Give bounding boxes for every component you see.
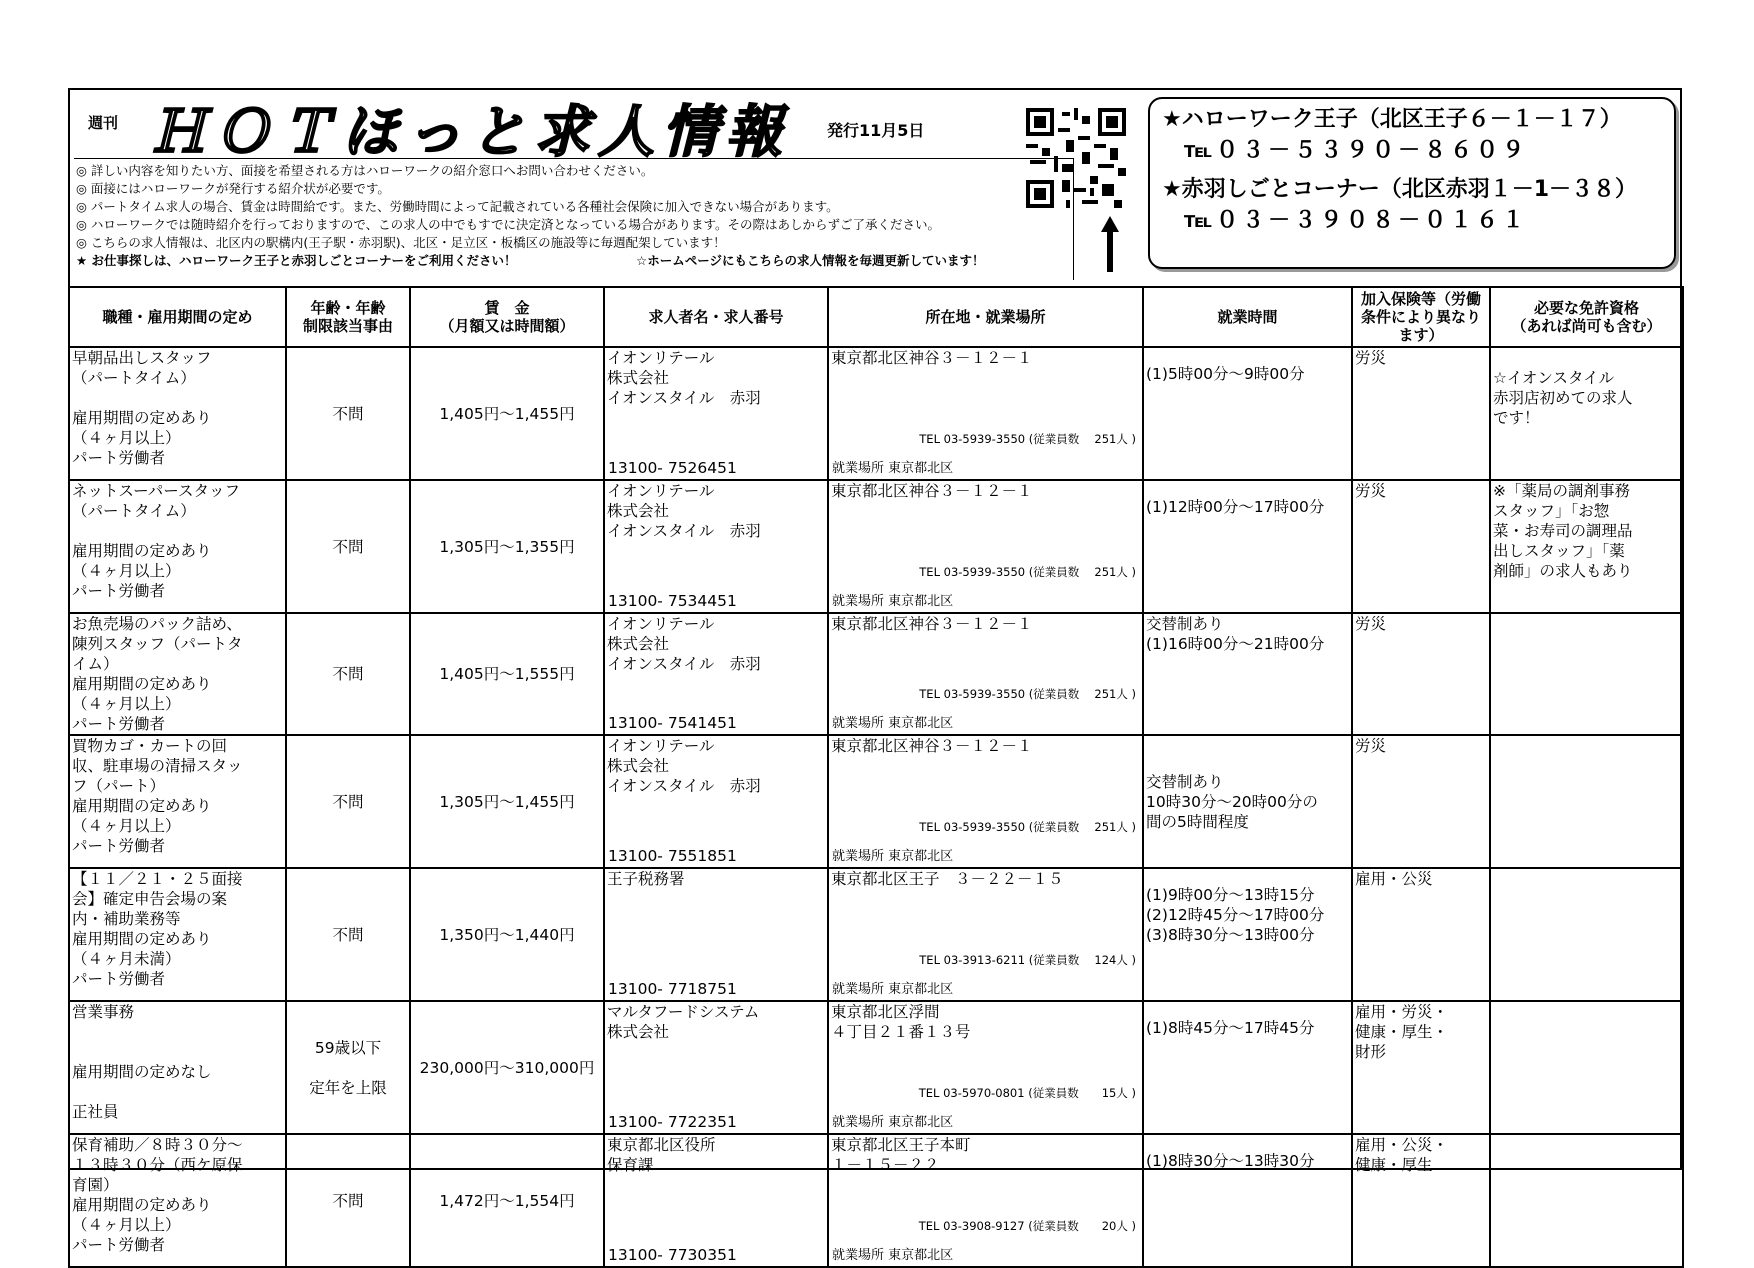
notice-right: ☆ホームページにもこちらの求人情報を毎週更新しています！ <box>636 253 985 268</box>
address: 東京都北区王子 ３－２２－１５ <box>831 870 1064 888</box>
office-name-akabane: ★赤羽しごとコーナー（北区赤羽１－1－３８） <box>1162 177 1638 202</box>
job-title: 保育補助／８時３０分～ １３時３０分（西ケ原保 育園） 雇用期間の定めあり （４ヶ月以上） パート労働者 <box>69 1134 286 1267</box>
license: ☆イオンスタイル 赤羽店初めての求人 です！ <box>1490 347 1683 480</box>
job-number[interactable]: 13100- 7526451 <box>608 459 737 477</box>
address: 東京都北区浮間 ４丁目２１番１３号 <box>831 1003 971 1041</box>
page-title: ＨＯＴほっと求人情報 <box>150 100 790 165</box>
job-listing-table <box>68 286 1684 1268</box>
license <box>1490 735 1683 868</box>
employer-cell <box>604 347 828 480</box>
insurance: 雇用・労災・ 健康・厚生・ 財形 <box>1352 1001 1490 1134</box>
workplace: 就業場所 東京都北区 <box>832 1248 954 1263</box>
office-name-oji: ★ハローワーク王子（北区王子６－１－１７） <box>1162 107 1622 132</box>
license <box>1490 1001 1683 1134</box>
header-wage: 賃 金 （月額又は時間額） <box>410 287 604 347</box>
insurance: 雇用・公災 <box>1352 868 1490 1001</box>
work-hours: (1)12時00分～17時00分 <box>1143 480 1352 613</box>
table-row[interactable] <box>69 347 1683 480</box>
employer-cell <box>604 1001 828 1134</box>
employer-cell <box>604 1134 828 1267</box>
insurance: 労災 <box>1352 735 1490 868</box>
employer-cell <box>604 480 828 613</box>
employer-tel: TEL 03-3908-9127 (従業員数 20人 ) <box>918 1219 1136 1233</box>
wage: 1,405円～1,555円 <box>410 613 604 735</box>
license <box>1490 1134 1683 1267</box>
workplace: 就業場所 東京都北区 <box>832 716 954 731</box>
address-cell <box>828 480 1143 613</box>
work-hours: (1)8時30分～13時30分 <box>1143 1134 1352 1267</box>
work-hours: (1)9時00分～13時15分 (2)12時45分～17時00分 (3)8時30分～13時00分 <box>1143 868 1352 1001</box>
header-insurance: 加入保険等（労働条件により異なります） <box>1352 287 1490 347</box>
wage: 1,405円～1,455円 <box>410 347 604 480</box>
job-number[interactable]: 13100- 7722351 <box>608 1113 737 1131</box>
note-line: ◎ 詳しい内容を知りたい方、面接を希望される方はハローワークの紹介窓口へお問い合わせください。 <box>76 163 654 178</box>
address-cell <box>828 1001 1143 1134</box>
header-job: 職種・雇用期間の定め <box>69 287 286 347</box>
workplace: 就業場所 東京都北区 <box>832 1115 954 1130</box>
header-age: 年齢・年齢 制限該当事由 <box>286 287 410 347</box>
address-cell <box>828 1134 1143 1267</box>
address-cell <box>828 735 1143 868</box>
address: 東京都北区神谷３－１２－１ <box>831 482 1033 500</box>
workplace: 就業場所 東京都北区 <box>832 982 954 997</box>
employer-name: イオンリテール 株式会社 イオンスタイル 赤羽 <box>607 349 761 407</box>
table-row[interactable] <box>69 868 1683 1001</box>
note-line: ◎ 面接にはハローワークが発行する紹介状が必要です。 <box>76 181 390 196</box>
age-limit: 59歳以下 定年を上限 <box>286 1001 410 1134</box>
job-title: 早朝品出しスタッフ （パートタイム） 雇用期間の定めあり （４ヶ月以上） パート労働者 <box>69 347 286 480</box>
age-limit: 不問 <box>286 480 410 613</box>
wage: 1,305円～1,455円 <box>410 735 604 868</box>
license <box>1490 613 1683 735</box>
work-hours: (1)5時00分～9時00分 <box>1143 347 1352 480</box>
table-header-row <box>69 287 1683 347</box>
employer-name: イオンリテール 株式会社 イオンスタイル 赤羽 <box>607 482 761 540</box>
header-hours: 就業時間 <box>1143 287 1352 347</box>
address: 東京都北区王子本町 １－１５－２２ <box>831 1136 971 1174</box>
job-number[interactable]: 13100- 7534451 <box>608 592 737 610</box>
address: 東京都北区神谷３－１２－１ <box>831 349 1033 367</box>
header-employer: 求人者名・求人番号 <box>604 287 828 347</box>
table-row[interactable] <box>69 480 1683 613</box>
office-tel-oji[interactable]: ℡０３－５３９０－８６０９ <box>1184 138 1529 163</box>
office-tel-akabane[interactable]: ℡０３－３９０８－０１６１ <box>1184 208 1529 233</box>
work-hours: 交替制あり (1)16時00分～21時00分 <box>1143 613 1352 735</box>
address: 東京都北区神谷３－１２－１ <box>831 737 1033 755</box>
workplace: 就業場所 東京都北区 <box>832 461 954 476</box>
license <box>1490 868 1683 1001</box>
weekly-label: 週刊 <box>88 114 119 132</box>
job-number[interactable]: 13100- 7541451 <box>608 714 737 732</box>
notice-line <box>76 252 1073 270</box>
employer-tel: TEL 03-5939-3550 (従業員数 251人 ) <box>919 432 1136 446</box>
note-line: ◎ ハローワークでは随時紹介を行っておりますので、この求人の中でもすでに決定済となっている場合があります。その際はあしからずご了承ください。 <box>76 217 941 232</box>
issue-date: 発行11月5日 <box>827 121 925 140</box>
work-hours: 交替制あり 10時30分～20時00分の 間の5時間程度 <box>1143 735 1352 868</box>
header-address: 所在地・就業場所 <box>828 287 1143 347</box>
employer-tel: TEL 03-3913-6211 (従業員数 124人 ) <box>919 953 1136 967</box>
workplace: 就業場所 東京都北区 <box>832 594 954 609</box>
work-hours: (1)8時45分～17時45分 <box>1143 1001 1352 1134</box>
job-number[interactable]: 13100- 7718751 <box>608 980 737 998</box>
up-arrow-icon <box>1100 216 1120 272</box>
job-title: ネットスーパースタッフ （パートタイム） 雇用期間の定めあり （４ヶ月以上） パート労働者 <box>69 480 286 613</box>
employer-cell <box>604 735 828 868</box>
insurance: 労災 <box>1352 613 1490 735</box>
job-title: 【１１／２１・２５面接 会】確定申告会場の案 内・補助業務等 雇用期間の定めあり （４ヶ月未満） パート労働者 <box>69 868 286 1001</box>
age-limit: 不問 <box>286 1134 410 1267</box>
address: 東京都北区神谷３－１２－１ <box>831 615 1033 633</box>
license: ※「薬局の調剤事務 スタッフ」「お惣 菜・お寿司の調理品 出しスタッフ」「薬 剤師」の求人もあり <box>1490 480 1683 613</box>
wage: 230,000円～310,000円 <box>410 1001 604 1134</box>
employer-tel: TEL 03-5939-3550 (従業員数 251人 ) <box>919 687 1136 701</box>
wage: 1,350円～1,440円 <box>410 868 604 1001</box>
age-limit: 不問 <box>286 735 410 868</box>
table-row[interactable] <box>69 1134 1683 1267</box>
note-line: ◎ パートタイム求人の場合、賃金は時間給です。また、労働時間によって記載されている各種社会保険に加入できない場合があります。 <box>76 199 839 214</box>
insurance: 労災 <box>1352 480 1490 613</box>
notes-panel <box>74 158 1074 280</box>
job-number[interactable]: 13100- 7551851 <box>608 847 737 865</box>
job-title: お魚売場のパック詰め、 陳列スタッフ（パートタ イム） 雇用期間の定めあり （４ヶ月以上） パート労働者 <box>69 613 286 735</box>
employer-name: イオンリテール 株式会社 イオンスタイル 赤羽 <box>607 737 761 795</box>
note-line: ◎ こちらの求人情報は、北区内の駅構内(王子駅・赤羽駅)、北区・足立区・板橋区の施設等に毎週配架しています！ <box>76 235 726 250</box>
job-number[interactable]: 13100- 7730351 <box>608 1246 737 1264</box>
employer-name: マルタフードシステム 株式会社 <box>607 1003 760 1041</box>
workplace: 就業場所 東京都北区 <box>832 849 954 864</box>
notice-left: ★ お仕事探しは、ハローワーク王子と赤羽しごとコーナーをご利用ください！ <box>76 253 517 268</box>
address-cell <box>828 347 1143 480</box>
wage: 1,472円～1,554円 <box>410 1134 604 1267</box>
office-contact-box <box>1148 97 1676 269</box>
insurance: 雇用・公災・ 健康・厚生 <box>1352 1134 1490 1267</box>
address-cell <box>828 868 1143 1001</box>
employer-name: イオンリテール 株式会社 イオンスタイル 赤羽 <box>607 615 761 673</box>
insurance: 労災 <box>1352 347 1490 480</box>
table-row[interactable] <box>69 1001 1683 1134</box>
employer-tel: TEL 03-5970-0801 (従業員数 15人 ) <box>918 1086 1136 1100</box>
employer-tel: TEL 03-5939-3550 (従業員数 251人 ) <box>919 565 1136 579</box>
employer-name: 東京都北区役所 保育課 <box>607 1136 716 1174</box>
age-limit: 不問 <box>286 868 410 1001</box>
job-title: 営業事務 雇用期間の定めなし 正社員 <box>69 1001 286 1134</box>
header-license: 必要な免許資格 （あれば尚可も含む） <box>1490 287 1683 347</box>
address-cell <box>828 613 1143 735</box>
employer-cell <box>604 868 828 1001</box>
job-title: 買物カゴ・カートの回 収、駐車場の清掃スタッ フ（パート） 雇用期間の定めあり （４ヶ月以上） パート労働者 <box>69 735 286 868</box>
employer-name: 王子税務署 <box>607 870 685 888</box>
table-row[interactable] <box>69 613 1683 735</box>
age-limit: 不問 <box>286 613 410 735</box>
table-row[interactable] <box>69 735 1683 868</box>
employer-tel: TEL 03-5939-3550 (従業員数 251人 ) <box>919 820 1136 834</box>
age-limit: 不問 <box>286 347 410 480</box>
wage: 1,305円～1,355円 <box>410 480 604 613</box>
employer-cell <box>604 613 828 735</box>
